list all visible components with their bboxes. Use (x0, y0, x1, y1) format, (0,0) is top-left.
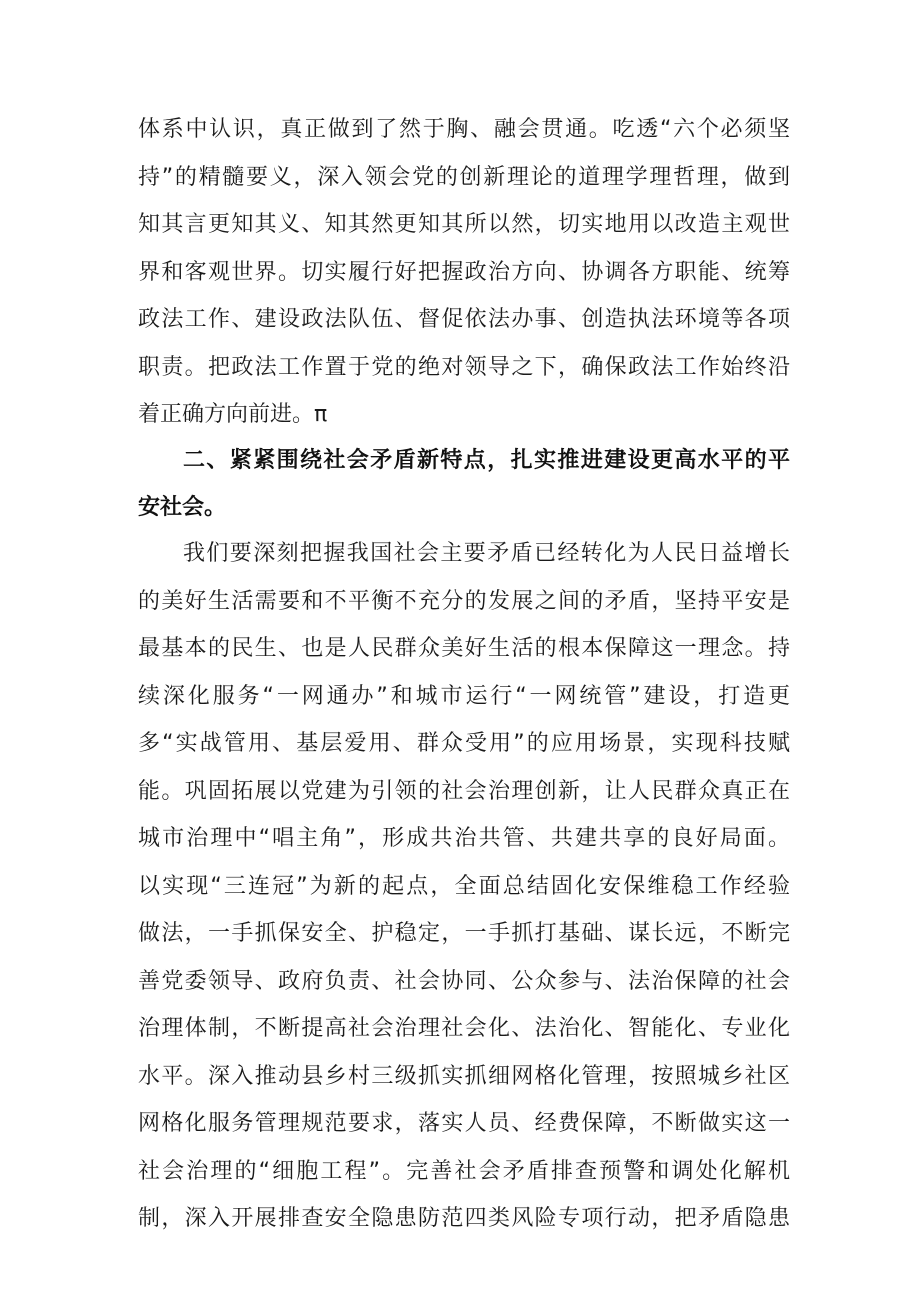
text-line: 持”的精髓要义，深入领会党的创新理论的道理学理哲理，做到 (138, 165, 790, 190)
text-line: 治理体制，不断提高社会治理社会化、法治化、智能化、专业化 (138, 1016, 790, 1041)
text-line: 体系中认识，真正做到了然于胸、融会贯通。吃透“六个必须坚 (138, 117, 790, 142)
text-line: 制，深入开展排查安全隐患防范四类风险专项行动，把矛盾隐患 (138, 1206, 790, 1231)
text-line: 职责。把政法工作置于党的绝对领导之下，确保政法工作始终沿 (138, 355, 790, 380)
text-line: 做法，一手抓保安全、护稳定，一手抓打基础、谋长远，不断完 (138, 921, 790, 946)
text-line: 我们要深刻把握我国社会主要矛盾已经转化为人民日益增长 (183, 541, 790, 566)
text-line: 网格化服务管理规范要求，落实人员、经费保障，不断做实这一 (138, 1111, 790, 1136)
text-line: 水平。深入推动县乡村三级抓实抓细网格化管理，按照城乡社区 (138, 1064, 790, 1089)
text-line: 能。巩固拓展以党建为引领的社会治理创新，让人民群众真正在 (138, 779, 790, 804)
heading-line: 安社会。 (138, 495, 227, 520)
text-line: 社会治理的“细胞工程”。完善社会矛盾排查预警和调处化解机 (138, 1159, 790, 1184)
text-line: 界和客观世界。切实履行好把握政治方向、协调各方职能、统筹 (138, 260, 790, 285)
text-line: 知其言更知其义、知其然更知其所以然，切实地用以改造主观世 (138, 212, 790, 237)
text-line: 最基本的民生、也是人民群众美好生活的根本保障这一理念。持 (138, 636, 790, 661)
text-line: 的美好生活需要和不平衡不充分的发展之间的矛盾，坚持平安是 (138, 589, 790, 614)
text-line: 多“实战管用、基层爱用、群众受用”的应用场景，实现科技赋 (138, 731, 790, 756)
text-line: 续深化服务“一网通办”和城市运行“一网统管”建设，打造更 (138, 684, 790, 709)
text-line: 城市治理中“唱主角”，形成共治共管、共建共享的良好局面。 (138, 826, 790, 851)
text-line: 以实现“三连冠”为新的起点，全面总结固化安保维稳工作经验 (138, 874, 790, 899)
heading-line: 二、紧紧围绕社会矛盾新特点，扎实推进建设更高水平的平 (183, 448, 790, 473)
text-line: 善党委领导、政府负责、社会协同、公众参与、法治保障的社会 (138, 969, 790, 994)
text-line: 政法工作、建设政法队伍、督促依法办事、创造执法环境等各项 (138, 307, 790, 332)
text-line: 着正确方向前进。π (138, 402, 328, 427)
